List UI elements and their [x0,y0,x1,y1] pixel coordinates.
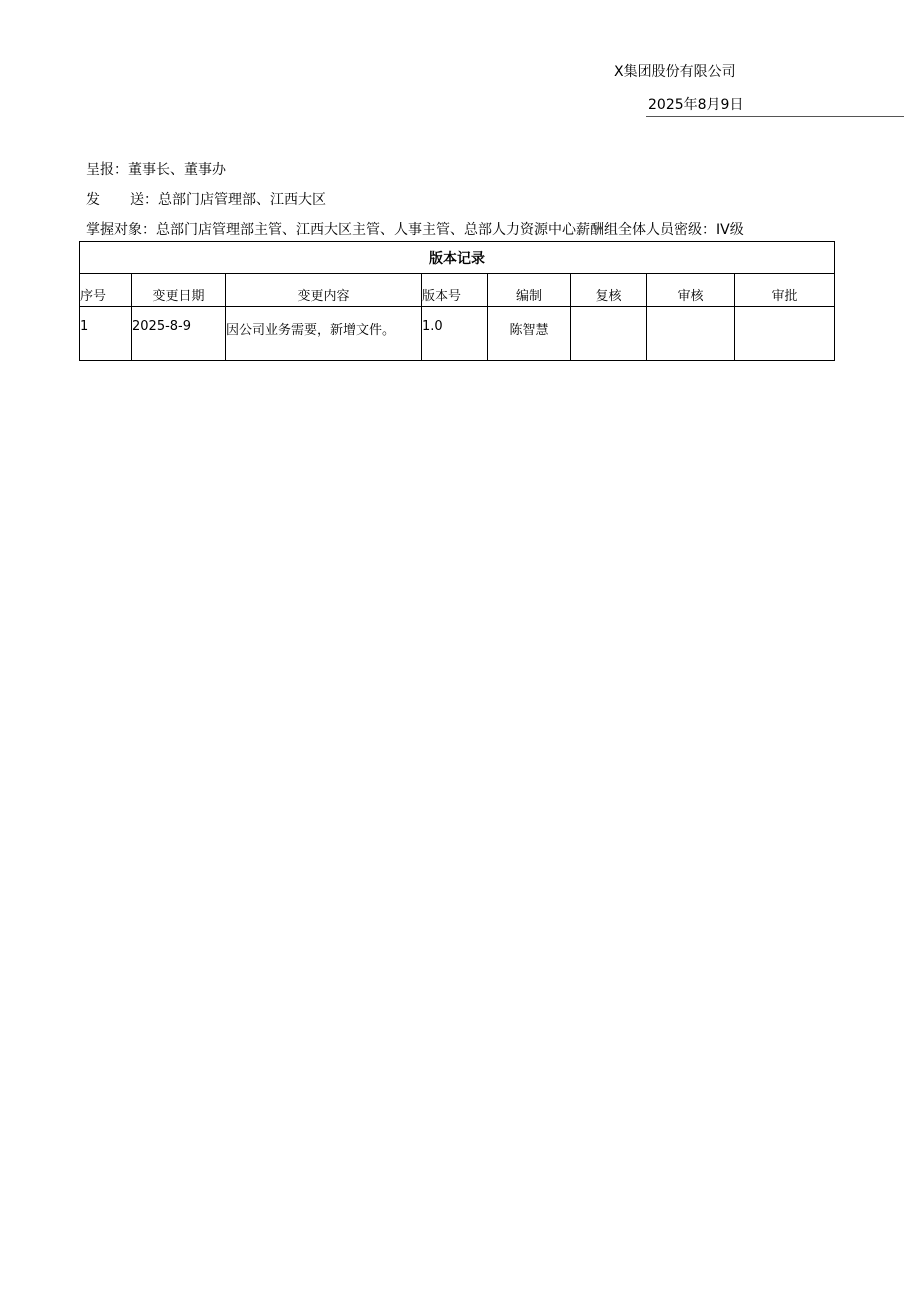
audience-line [86,220,744,240]
company-name: X集团股份有限公司 [614,64,736,80]
report-value: 董事长、董事办 [128,162,226,178]
report-line [86,160,226,180]
table-title-row [80,242,835,274]
column-header-audit: 审核 [647,274,735,307]
date-underline [646,116,904,117]
cell-change-content: 因公司业务需要，新增文件。 [226,307,422,361]
table-title: 版本记录 [80,242,835,274]
cell-author: 陈智慧 [488,307,571,361]
send-label: 发 [86,192,100,208]
column-header-change-content: 变更内容 [226,274,422,307]
column-header-seq: 序号 [80,274,132,307]
send-value: 总部门店管理部、江西大区 [158,192,326,208]
column-header-approve: 审批 [735,274,835,307]
send-line [86,190,326,210]
audience-label: 掌握对象： [86,222,156,238]
report-label: 呈报： [86,162,128,178]
column-header-version: 版本号 [422,274,488,307]
cell-review [571,307,647,361]
column-header-review: 复核 [571,274,647,307]
cell-seq: 1 [80,307,132,361]
column-header-author: 编制 [488,274,571,307]
column-header-change-date: 变更日期 [132,274,226,307]
cell-audit [647,307,735,361]
audience-value: 总部门店管理部主管、江西大区主管、人事主管、总部人力资源中心薪酬组全体人员密级：IV级 [156,222,744,238]
table-header-row [80,274,835,307]
document-date: 2025年8月9日 [648,97,744,113]
table-row [80,307,835,361]
cell-approve [735,307,835,361]
cell-change-date: 2025-8-9 [132,307,226,361]
send-label-tail: 送： [130,192,158,208]
cell-version: 1.0 [422,307,488,361]
version-record-table [79,241,835,361]
